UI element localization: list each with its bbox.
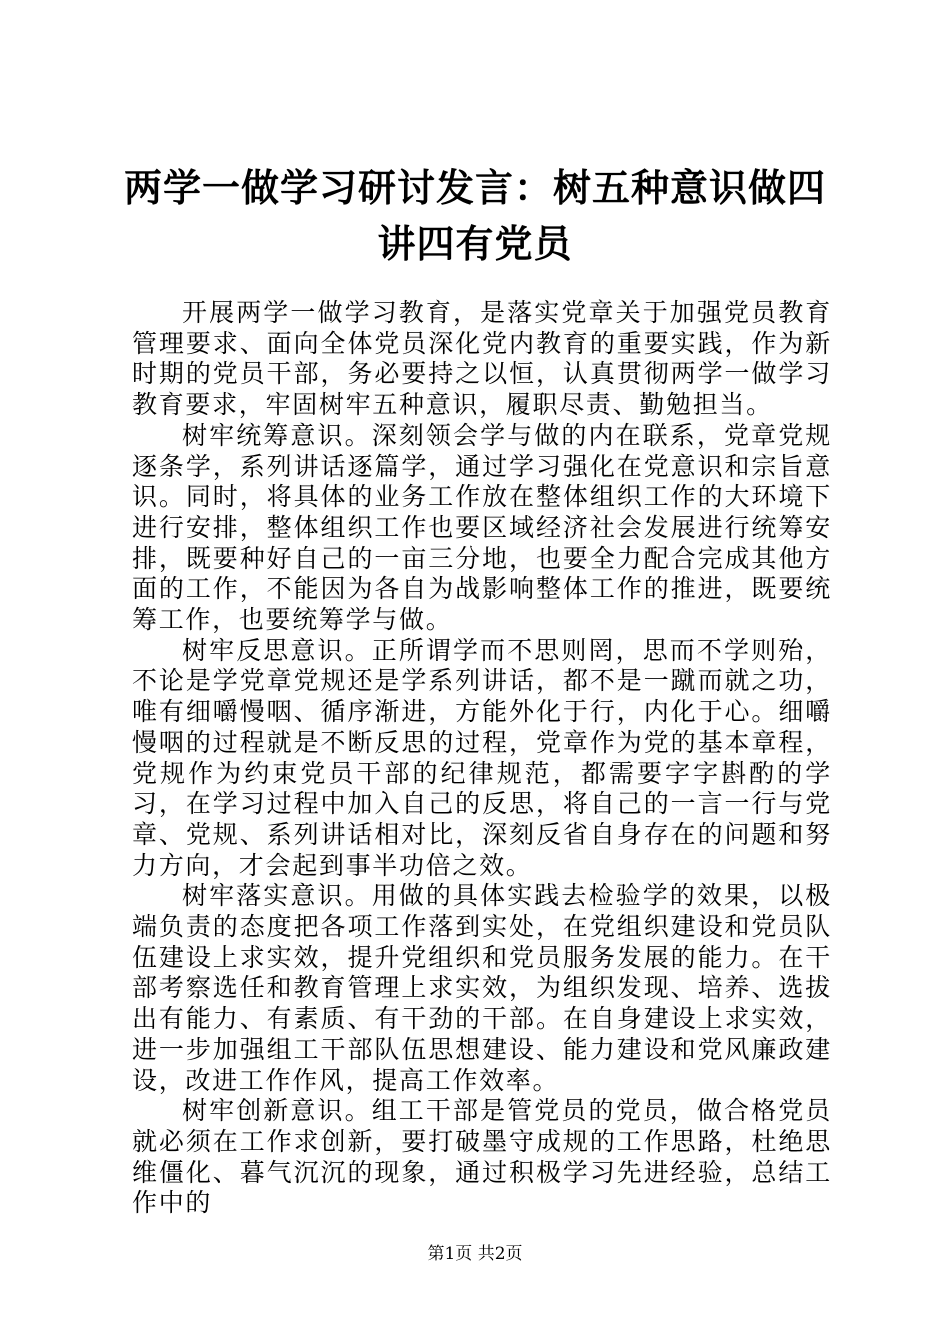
paragraph-intro: 开展两学一做学习教育，是落实党章关于加强党员教育管理要求、面向全体党员深化党内教育的重要实践，作为新时期的党员干部，务必要持之以恒，认真贯彻两学一做学习教育要求，牢固树牢五种意识，履职尽责、勤勉担当。: [132, 298, 832, 420]
page-number-footer: 第1页 共2页: [427, 1244, 523, 1264]
document-body: [132, 298, 832, 1219]
document-title: 两学一做学习研讨发言：树五种意识做四讲四有党员: [123, 166, 826, 266]
paragraph-reflection-awareness: 树牢反思意识。正所谓学而不思则罔，思而不学则殆，不论是学党章党规还是学系列讲话，都不是一蹴而就之功，唯有细嚼慢咽、循序渐进，方能外化于行，内化于心。细嚼慢咽的过程就是不断反思的过程，党章作为党的基本章程，党规作为约束党员干部的纪律规范，都需要字字斟酌的学习，在学习过程中加入自己的反思，将自己的一言一行与党章、党规、系列讲话相对比，深刻反省自身存在的问题和努力方向，才会起到事半功倍之效。: [132, 635, 832, 880]
paragraph-coordination-awareness: 树牢统筹意识。深刻领会学与做的内在联系，党章党规逐条学，系列讲话逐篇学，通过学习强化在党意识和宗旨意识。同时，将具体的业务工作放在整体组织工作的大环境下进行安排，整体组织工作也要区域经济社会发展进行统筹安排，既要种好自己的一亩三分地，也要全力配合完成其他方面的工作，不能因为各自为战影响整体工作的推进，既要统筹工作，也要统筹学与做。: [132, 420, 832, 635]
paragraph-innovation-awareness: 树牢创新意识。组工干部是管党员的党员，做合格党员就必须在工作求创新，要打破墨守成规的工作思路，杜绝思维僵化、暮气沉沉的现象，通过积极学习先进经验，总结工作中的: [132, 1096, 832, 1218]
paragraph-implementation-awareness: 树牢落实意识。用做的具体实践去检验学的效果，以极端负责的态度把各项工作落到实处，在党组织建设和党员队伍建设上求实效，提升党组织和党员服务发展的能力。在干部考察选任和教育管理上求实效，为组织发现、培养、选拔出有能力、有素质、有干劲的干部。在自身建设上求实效，进一步加强组工干部队伍思想建设、能力建设和党风廉政建设，改进工作作风，提高工作效率。: [132, 881, 832, 1095]
